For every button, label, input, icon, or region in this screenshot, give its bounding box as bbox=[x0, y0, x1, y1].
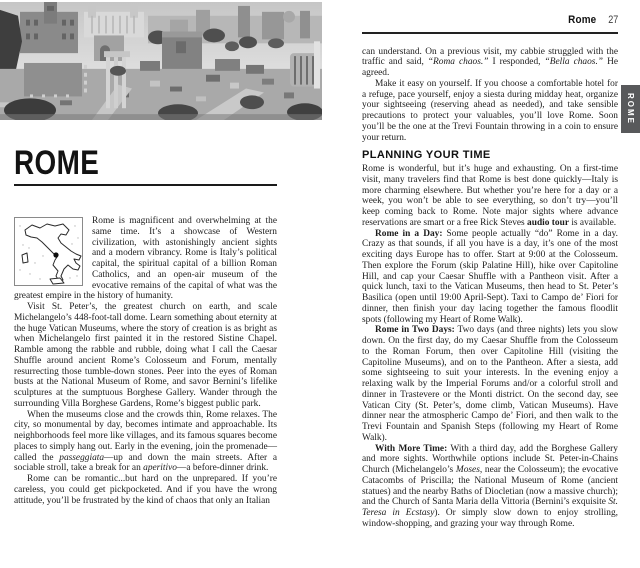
rome-side-tab bbox=[621, 85, 640, 133]
intro-paragraph: When the museums close and the crowds thin, Rome relaxes. The city, so monumental by day, becomes intimate and approachable. Its neighborhoods feel more like villages, and its famous squares become places to simply hang out. Early in the evening, join the promenade—called the passeggiata—up and down the main streets. After a sociable stroll, take a break for an aperitivo—a before-dinner drink. bbox=[14, 409, 277, 474]
page-number: 27 bbox=[607, 14, 618, 26]
section-heading: PLANNING YOUR TIME bbox=[362, 149, 491, 162]
running-header-title: Rome bbox=[568, 14, 597, 26]
intro-paragraph: Visit St. Peter’s, the greatest church on earth, and scale Michelangelo’s 448-foot-tall dome. Learn something about eternity at the huge Vatican Museums, where the story of creation is as bright as when Michelangelo first painted it in the restored Sistine Chapel. Ramble among the rabble and rubble, doing what I call the Caesar Shuffle around ancient Rome’s Colosseum and Forum, mentally resurrecting those tumble-down stones. Peer into the eyes of Roman busts at the National Museum of Rome, and savor Bernini’s lifelike sculptures at the sumptuous Borghese Gallery. Wander through the surrounding Villa Borghese Gardens, Rome’s biggest public park. bbox=[14, 302, 277, 409]
roman-forum-photo bbox=[0, 2, 322, 120]
intro-paragraph: Rome is magnificent and overwhelming at the same time. It’s a showcase of Western civilization, with astonishingly ancient sights and a modern vibrancy. Rome is Italy’s political capital, the spiritual capital of a billion Roman Catholics, and an open-air museum of the evocative remains of the capital of what was the greatest empire in the history of humanity. bbox=[14, 216, 277, 302]
running-header bbox=[362, 14, 618, 29]
right-page-body bbox=[362, 47, 618, 530]
running-header-rule bbox=[362, 32, 618, 34]
rome-location-dot bbox=[53, 252, 58, 257]
right-page-column bbox=[362, 14, 618, 530]
left-page-column bbox=[14, 146, 277, 506]
body-paragraph: With More Time: With a third day, add the Borghese Gallery and more sights. Worthwhile options include St. Peter-in-Chains Church (Michelangelo’s Moses, near the Colosseum); the evocative Catacombs of Priscilla; the National Museum of Rome (ancient statues) and the nearby Baths of Diocletian (now a massive church); and the Church of Santa Maria della Vittoria (Bernini’s exquisite St. Teresa in Ecstasy). Or simply slow down to enjoy strolling, window-shopping, and grazing your way through Rome. bbox=[362, 443, 618, 529]
chapter-title: ROME bbox=[14, 144, 100, 182]
body-paragraph: Rome in Two Days: Two days (and three nights) lets you slow down. On the first day, do my Caesar Shuffle from the Colosseum to the Roman Forum, then over Capitoline Hill (visiting the Capitoline Museums), and on to the Pantheon. After a siesta, add some sightseeing to suit your interests. In the evening enjoy a relaxing walk by the Imperial Forums and/or a colorful stroll and dinner in Trastevere or the Monti district. On the second day, see Vatican City (St. Peter’s, dome climb, Vatican Museums). Have dinner near the atmospheric Campo de’ Fiori, and then walk to the Trevi Fountain and Spanish Steps (following my Heart of Rome Walk). bbox=[362, 325, 618, 443]
title-rule bbox=[14, 184, 277, 186]
body-paragraph: can understand. On a previous visit, my cabbie struggled with the traffic and said, “Roma chaos.” I responded, “Bella chaos.” He agreed. bbox=[362, 46, 619, 78]
side-tab-label: ROME bbox=[626, 93, 635, 125]
body-paragraph: Make it easy on yourself. If you choose a comfortable hotel for a refuge, pace yourself, enjoy a siesta during midday heat, organize your sightseeing (reserving ahead as needed), and take sensible precautions to protect your valuables, you’ll love Rome. Soon you’ll be the one at the Trevi Fountain throwing in a coin to ensure your return. bbox=[362, 78, 618, 143]
chapter-intro bbox=[14, 216, 277, 506]
italy-locator-map-icon bbox=[14, 217, 83, 286]
intro-paragraph: Rome can be romantic...but hard on the unprepared. If you’re careless, you could get pickpocketed. And if you have the wrong attitude, you’ll be frustrated by the kind of chaos that only an Italian bbox=[14, 474, 277, 506]
body-paragraph: Rome is wonderful, but it’s huge and exhausting. On a first-time visit, many travelers find that Rome is best done quickly—Italy is more charming elsewhere. But whether you’re here for a day or a week, you won’t be able to see everything, so don’t try—you’ll keep coming back to Rome. Note major sights where advance reservations are smart or a free Rick Steves audio tour is available. bbox=[362, 164, 618, 228]
body-paragraph: Rome in a Day: Some people actually “do” Rome in a day. Crazy as that sounds, if all you have is a day, it’s one of the most exciting days Europe has to offer. Start at 9:00 at the Colosseum. Then explore the Forum (skip Palatine Hill), hike over Capitoline Hill, and cap your Caesar Shuffle with a Pantheon visit. After a quick lunch, taxi to the Vatican Museums, then head to St. Peter’s Basilica (open until 19:00 April-Sept). Taxi to Campo de’ Fiori for dinner, then finish your day lacing together the famous floodlit spots (following my Heart of Rome Walk). bbox=[362, 228, 618, 325]
